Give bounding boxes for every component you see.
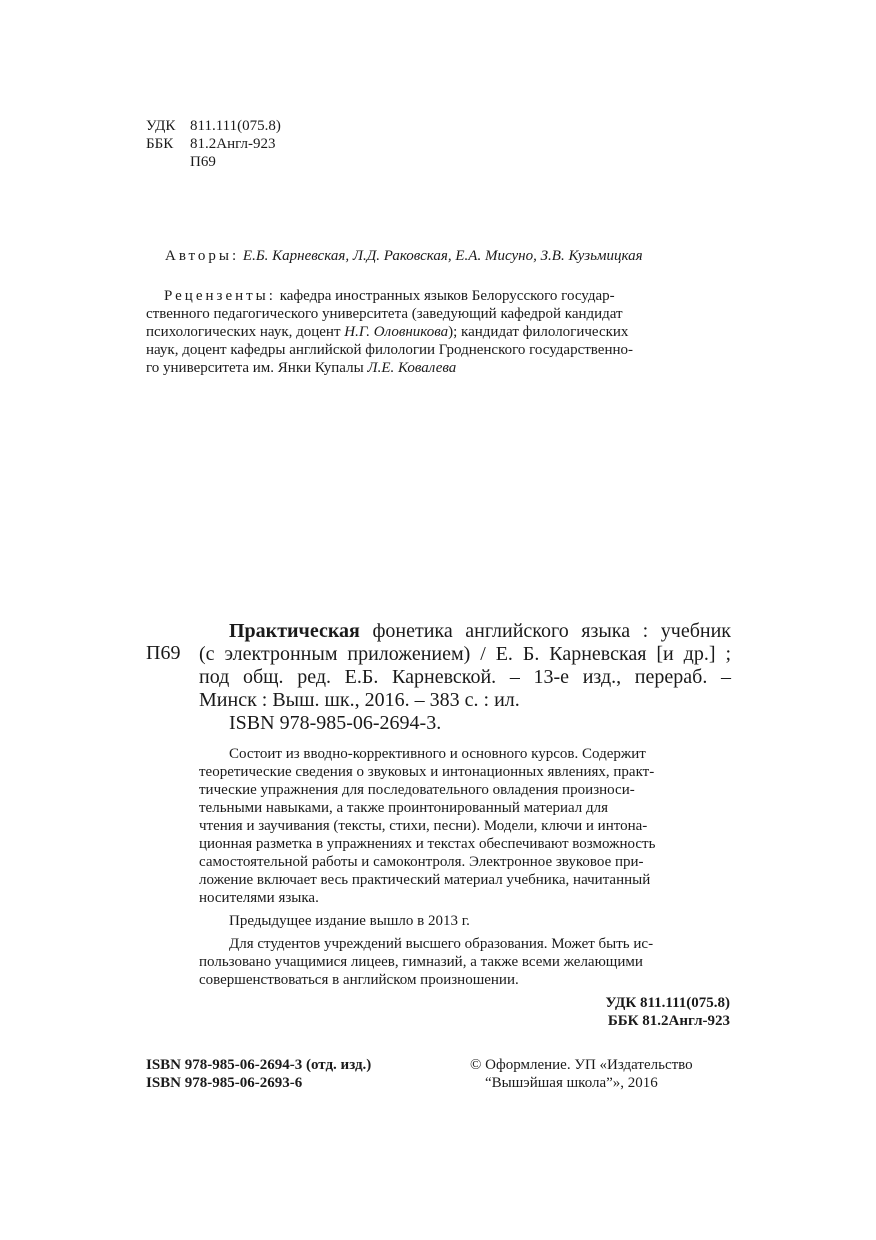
authors-names: Е.Б. Карневская, Л.Д. Раковская, Е.А. Мисуно, З.В. Кузьмицкая [242, 248, 643, 264]
udk-row [146, 117, 281, 135]
annotation-para-3-line: совершенствоваться в английском произношении. [199, 972, 519, 988]
annotation-para-1-line: носителями языка. [199, 890, 319, 906]
annotation-para-1-line: ционная разметка в упражнениях и текстах обеспечивают возможность [199, 836, 656, 852]
annotation-para-1-line: чтения и заучивания (тексты, стихи, песни). Модели, ключи и интона- [199, 818, 648, 834]
catalog-code: П69 [146, 642, 181, 664]
footer-udk: УДК 811.111(075.8) [605, 995, 730, 1011]
header-codes [146, 117, 281, 171]
annotation-para-1-line: теоретические сведения о звуковых и интонационных явлениях, практ- [199, 764, 655, 780]
copyright-line-2: “Вышэйшая школа”», 2016 [485, 1075, 658, 1091]
annotation-para-1-line: тические упражнения для последовательного овладения произноси- [199, 782, 635, 798]
reviewers-text-3b: ); кандидат филологических [448, 324, 629, 340]
annotation-para-3-line: Для студентов учреждений высшего образования. Может быть ис- [229, 936, 654, 952]
reviewers-line-5 [146, 359, 730, 377]
annotation-para-1-line: тельными навыками, а также проинтонированный материал для [199, 800, 609, 816]
catalog-isbn: ISBN 978-985-06-2694-3. [229, 712, 442, 734]
annotation-para-1-line: ложение включает весь практический материал учебника, начитанный [199, 872, 651, 888]
catalog-line-4: Минск : Выш. шк., 2016. – 383 с. : ил. [199, 689, 520, 711]
catalog-title-rest: фонетика английского языка : учебник [372, 620, 731, 642]
annotation [199, 745, 731, 989]
classification-footer [606, 994, 730, 1030]
isbn-line-2: ISBN 978-985-06-2693-6 [146, 1075, 303, 1091]
catalog-line-1 [199, 620, 731, 643]
bbk-value: 81.2Англ-923 [190, 136, 276, 152]
reviewers-line-3 [146, 323, 730, 341]
reviewers-line-2: ственного педагогического университета (заведующий кафедрой кандидат [146, 306, 623, 322]
bbk-label: ББК [146, 136, 174, 152]
annotation-para-1-line: самостоятельной работы и самоконтроля. Электронное звуковое при- [199, 854, 644, 870]
authors [165, 247, 765, 265]
reviewer-name-1: Н.Г. Оловникова [344, 324, 449, 340]
authors-label: Авторы: [165, 248, 240, 264]
udk-label: УДК [146, 118, 176, 134]
footer-bbk: ББК 81.2Англ-923 [607, 1013, 730, 1029]
annotation-para-1-line: Состоит из вводно-коррективного и основного курсов. Содержит [229, 746, 646, 762]
catalog-line-3: под общ. ред. Е.Б. Карневской. – 13-е изд., перераб. – [199, 666, 731, 688]
catalog-line-2: (с электронным приложением) / Е. Б. Карневская [и др.] ; [199, 643, 731, 665]
reviewer-name-2: Л.Е. Ковалева [367, 360, 457, 376]
reviewers [146, 287, 730, 377]
reviewers-line-1 [146, 287, 730, 305]
isbn-line-1: ISBN 978-985-06-2694-3 (отд. изд.) [146, 1057, 372, 1073]
udk-value: 811.111(075.8) [190, 118, 281, 134]
catalog-title-bold: Практическая [229, 620, 360, 642]
reviewers-text-3a: психологических наук, доцент [146, 324, 341, 340]
copyright-line-1: © Оформление. УП «Издательство [470, 1057, 693, 1073]
bbk-row [146, 135, 281, 153]
annotation-para-2: Предыдущее издание вышло в 2013 г. [229, 913, 470, 929]
reviewers-text-5a: го университета им. Янки Купалы [146, 360, 364, 376]
author-mark: П69 [190, 154, 216, 170]
isbn-footer [146, 1056, 371, 1092]
reviewers-line-4: наук, доцент кафедры английской филологии Гродненского государственно- [146, 342, 633, 358]
catalog-entry [199, 620, 731, 735]
reviewers-label: Рецензенты: [164, 288, 276, 304]
copyright [470, 1056, 732, 1092]
annotation-para-3-line: пользовано учащимися лицеев, гимназий, а также всеми желающими [199, 954, 643, 970]
reviewers-text-1: кафедра иностранных языков Белорусского государ- [279, 288, 615, 304]
